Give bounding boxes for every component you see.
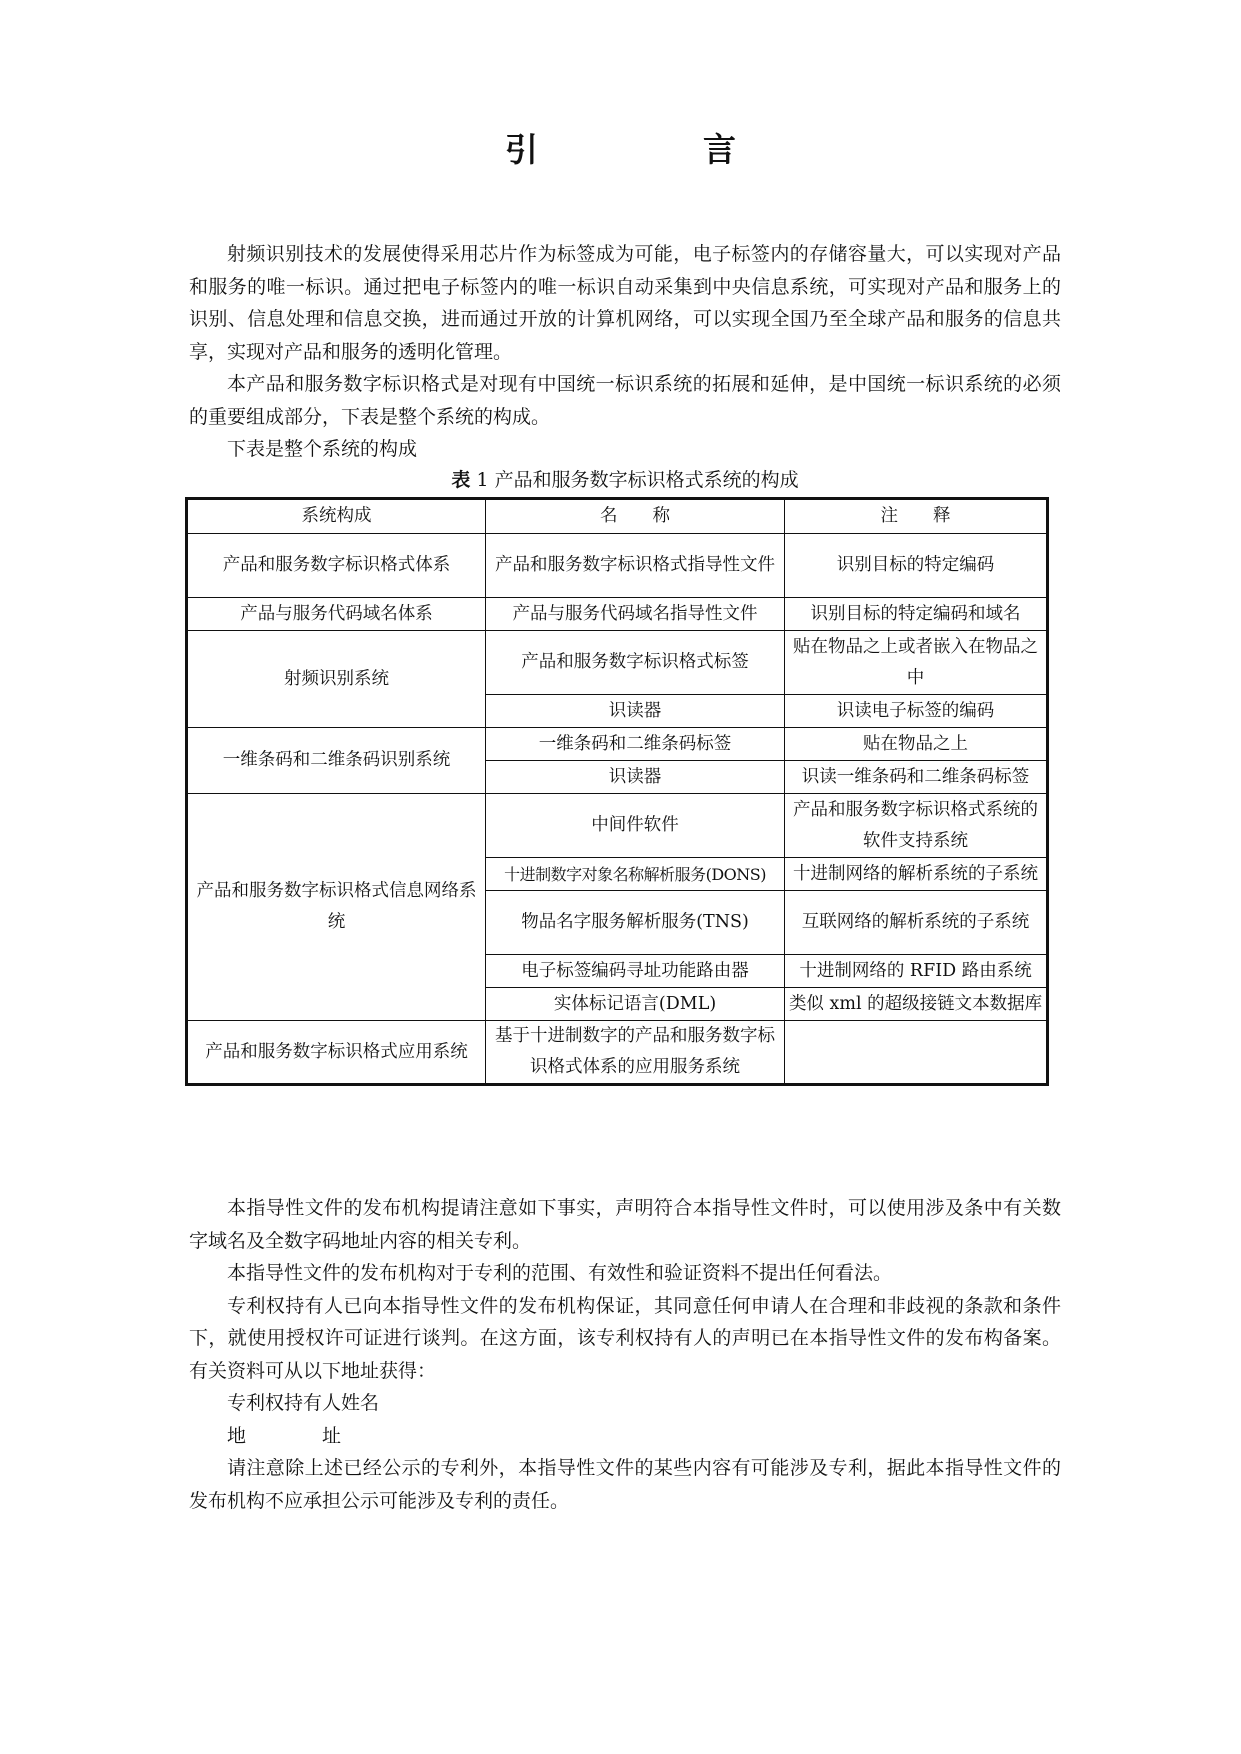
column-header: 注 释 [785, 499, 1048, 534]
table-caption-text: 1 产品和服务数字标识格式系统的构成 [476, 469, 799, 491]
system-cell: 产品和服务数字标识格式体系 [187, 534, 486, 598]
column-header: 名 称 [486, 499, 785, 534]
note-cell [785, 1021, 1048, 1085]
name-cell: 产品与服务代码域名指导性文件 [486, 598, 785, 631]
note-cell: 识别目标的特定编码 [785, 534, 1048, 598]
system-cell: 产品和服务数字标识格式信息网络系统 [187, 794, 486, 1021]
table-row [187, 598, 1048, 631]
note-cell: 类似 xml 的超级接链文本数据库 [785, 988, 1048, 1021]
intro-paragraph: 本产品和服务数字标识格式是对现有中国统一标识系统的拓展和延伸，是中国统一标识系统的必须的重要组成部分，下表是整个系统的构成。 [189, 373, 1061, 428]
name-cell: 物品名字服务解析服务(TNS) [486, 891, 785, 955]
patent-holder-name-line: 专利权持有人姓名 [227, 1392, 380, 1414]
patent-notice-section [189, 1192, 1061, 1517]
note-cell: 贴在物品之上或者嵌入在物品之中 [785, 631, 1048, 695]
name-cell: 产品和服务数字标识格式指导性文件 [486, 534, 785, 598]
note-cell: 互联网络的解析系统的子系统 [785, 891, 1048, 955]
system-cell: 一维条码和二维条码识别系统 [187, 728, 486, 794]
notice-paragraph: 本指导性文件的发布机构提请注意如下事实，声明符合本指导性文件时，可以使用涉及条中有关数字域名及全数字码地址内容的相关专利。 [189, 1197, 1061, 1252]
column-header: 系统构成 [187, 499, 486, 534]
note-cell: 贴在物品之上 [785, 728, 1048, 761]
system-composition-table [185, 497, 1049, 1086]
name-cell: 识读器 [486, 695, 785, 728]
note-cell: 识读一维条码和二维条码标签 [785, 761, 1048, 794]
name-cell: 一维条码和二维条码标签 [486, 728, 785, 761]
system-cell: 射频识别系统 [187, 631, 486, 728]
name-cell: 电子标签编码寻址功能路由器 [486, 955, 785, 988]
table-row [187, 631, 1048, 695]
note-cell: 十进制网络的 RFID 路由系统 [785, 955, 1048, 988]
name-cell: 基于十进制数字的产品和服务数字标识格式体系的应用服务系统 [486, 1021, 785, 1085]
notice-paragraph: 请注意除上述已经公示的专利外，本指导性文件的某些内容有可能涉及专利，据此本指导性文件的发布机构不应承担公示可能涉及专利的责任。 [189, 1457, 1061, 1512]
table-row [187, 728, 1048, 761]
name-cell: 实体标记语言(DML) [486, 988, 785, 1021]
notice-paragraph: 本指导性文件的发布机构对于专利的范围、有效性和验证资料不提出任何看法。 [227, 1262, 893, 1284]
table-caption-label: 表 [451, 469, 471, 491]
patent-holder-address-line: 地 址 [227, 1424, 342, 1447]
table-row [187, 794, 1048, 858]
name-cell: 中间件软件 [486, 794, 785, 858]
table-row [187, 1021, 1048, 1085]
system-cell: 产品与服务代码域名体系 [187, 598, 486, 631]
table-caption [189, 467, 1061, 493]
system-cell: 产品和服务数字标识格式应用系统 [187, 1021, 486, 1085]
table-header-row [187, 499, 1048, 534]
notice-paragraph: 专利权持有人已向本指导性文件的发布机构保证，其同意任何申请人在合理和非歧视的条款和条件下，就使用授权许可证进行谈判。在这方面，该专利权持有人的声明已在本指导性文件的发布构备案。有关资料可从以下地址获得： [189, 1294, 1061, 1382]
name-cell: 产品和服务数字标识格式标签 [486, 631, 785, 695]
intro-paragraph: 下表是整个系统的构成 [227, 438, 418, 460]
intro-paragraph: 射频识别技术的发展使得采用芯片作为标签成为可能，电子标签内的存储容量大，可以实现对产品和服务的唯一标识。通过把电子标签内的唯一标识自动采集到中央信息系统，可实现对产品和服务上的识别、信息处理和信息交换，进而通过开放的计算机网络，可以实现全国乃至全球产品和服务的信息共享，实现对产品和服务的透明化管理。 [189, 243, 1061, 363]
note-cell: 产品和服务数字标识格式系统的软件支持系统 [785, 794, 1048, 858]
intro-section [189, 238, 1061, 466]
name-cell: 识读器 [486, 761, 785, 794]
table-row [187, 534, 1048, 598]
note-cell: 识读电子标签的编码 [785, 695, 1048, 728]
note-cell: 识别目标的特定编码和域名 [785, 598, 1048, 631]
name-cell: 十进制数字对象名称解析服务(DONS) [486, 858, 785, 891]
page-title: 引 言 [505, 130, 802, 169]
note-cell: 十进制网络的解析系统的子系统 [785, 858, 1048, 891]
